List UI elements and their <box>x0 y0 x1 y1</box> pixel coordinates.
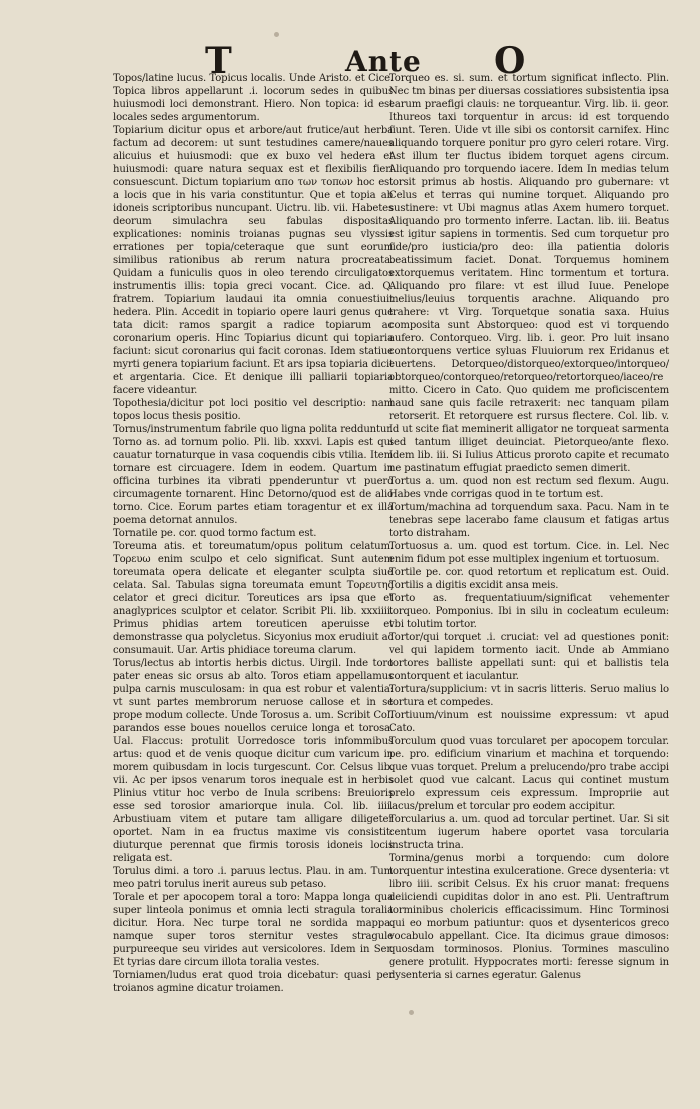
dictionary-entry: Tortiuum/vinum est nouissime expressum: vt apud Cato. <box>389 710 669 734</box>
dictionary-entry: Tormina/genus morbi a torquendo: cum dolore torquentur intestina exulceratione. Grece dysenteria: vt libro iiii. scribit Celsus. Ex his cruor manat: frequens deiiciendi cupiditas dolor in ano est. Pli. Uentraftrum torminibus cholericis efficacissimum. Hinc Torminosi qui eo morbum patiuntur: quos et dysentericos greco vocabulo appellant. Cice. Ita dicimus graue dimosos: quosdam torminosos. Plonius. Tormines masculino genere protulit. Hyppocrates morti: feresse signum in dysenteria si carnes egeratur. Galenus <box>389 853 669 981</box>
dictionary-entry: Tortuosus a. um. quod est tortum. Cice. in. Lel. Nec enim fidum pot esse multiplex ingenium et tortuosum. <box>389 541 669 565</box>
dictionary-entry: Torqueo es. si. sum. et tortum significat inflecto. Plin. Nec tm binas per diuersas cossiatiores subsistentia ipsa earum praefigi clauis: ne torqueantur. Virg. lib. ii. geor. Ithureos taxi torquentur in arcus: id est torquendo fiunt. Teren. Uide vt ille sibi os contorsit carnifex. Hinc aliquando torquere ponitur pro gyro celeri rotare. Virg. Ast illum ter fluctus ibidem torquet agens circum. Aliquando pro torquendo iacere. Idem In medias telum torsit primus ab hostis. Aliquando pro gubernare: vt Celus et terras qui numine torquet. Aliquando pro sustinere: vt Ubi magnus atlas Axem humero torquet. Aliquando pro tormento inferre. Lactan. lib. iii. Beatus est igitur sapiens in tormentis. Sed cum torquetur pro fide/pro iusticia/pro deo: illa patientia doloris beatissimum faciet. Donat. Torquemus hominem extorquemus veritatem. Hinc tormentum et tortura. Aliquando pro filare: vt est illud Iuue. Penelope melius/leuius torquentis arachne. Aliquando pro trahere: vt Virg. Torquetque sonatia saxa. Huius composita sunt Abstorqueo: quod est vi torquendo aufero. Contorqueo. Virg. lib. i. geor. Pro luit insano contorquens vertice syluas Fluuiorum rex Eridanus et euertens. Detorqueo/distorqueo/extorqueo/intorqueo/ obtorqueo/contorqueo/retorqueo/retortorqueo/iaceo/remitto. Cicero in Cato. Quo quidem me proficiscentem haud sane quis facile retraxerit: nec tanquam pilam retorserit. Et retorquere est rursus flectere. Col. lib. v. Id ut scite fiat meminerit alligator ne torqueat sarmenta sed tantum illiget deuinciat. Pietorqueo/ante flexo. Idem lib. iii. Si Iulius Atticus proroto capite et recumato ne pastinatum effugiat praedicto semen dimerit. <box>389 73 669 474</box>
page-spot <box>274 32 279 37</box>
dictionary-entry: Torniamen/ludus erat quod troia dicebatur: quasi per troianos agmine dicatur troiamen. <box>113 970 393 994</box>
dictionary-entry: Torus/lectus ab intortis herbis dictus. Uirgil. Inde toro pater eneas sic orsus ab alto. Toros etiam appellamus pulpa carnis musculosam: in qua est robur et valentia: vt sunt partes membrorum neruose callose et in se prope modum collecte. Unde Torosus a. um. Scribit Col. parandos esse boues nouellos ceruice longa et torosa. Ual. Flaccus: protulit Uorredosce toris infommibus artus: quod et de venis quoque dicitur cum varicum in morem quibusdam in locis turgescunt. Cor. Celsus lib. vii. Ac per ipsos venarum toros inequale est in herbis Plinius vtitur hoc verbo de Inula scribens: Breuioris esse sed torosior amariorque inula. Col. lib. iiii. Arbustiuam vitem et putare tam alligare diligeter oportet. Nam in ea fructus maxime vis consistit: diuturque perennat que firmis torosis idoneis locis religata est. <box>113 658 393 864</box>
dictionary-entry: Tornus/instrumentum fabrile quo ligna polita redduntur. <box>113 424 393 435</box>
dictionary-entry: Torale et per apocopem toral a toro: Mappa longa qua super linteola ponimus et omnia lecti stragula toralia dicitur. Hora. Nec turpe toral ne sordida mappa. namque super toros sternitur vestes stragule purpureeque seu virides aut versicolores. Idem in Ser. Et tyrias dare circum illota toralia vestes. <box>113 892 393 968</box>
page-spot <box>409 1010 414 1015</box>
dictionary-entry: Toreuma atis. et toreumatum/opus politum celatum. Τορευω enim sculpo et celo significat. Sunt autem toreumata opera delicate et eleganter sculpta siue celata. Sal. Tabulas signa toreumata emunt Τορευτης celator et greci dicitur. Toreutices ars ipsa que et anaglyprices sculptor et celator. Scribit Pli. lib. xxxiiii. Primus phidias artem toreuticen aperuisse et demonstrasse qua polycletus. Sicyonius mox erudiuit ac consumauit. Uar. Artis phidiace toreuma clarum. <box>113 541 393 656</box>
dictionary-entry: Tortile pe. cor. quod retortum et replicatum est. Ouid. Tortilis a digitis excidit ansa meis. <box>389 567 669 591</box>
dictionary-entry: Tortor/qui torquet .i. cruciat: vel ad questiones ponit: vel qui lapidem tormento iacit. Unde ab Ammiano tortores balliste appellati sunt: qui et ballistis tela contorquent et iaculantur. <box>389 632 669 682</box>
dictionary-entry: Torto as. frequentatiuum/significat vehementer torqueo. Pomponius. Ibi in silu in cocleatum eculeum: vbi tolutim tortor. <box>389 593 669 630</box>
page-title: Ante <box>345 45 422 78</box>
header-right-letter: O <box>494 40 526 82</box>
header-left-letter: T <box>205 40 232 82</box>
dictionary-entry: Tortura/supplicium: vt in sacris litteris. Seruo malius lo tortura et compedes. <box>389 684 669 708</box>
dictionary-entry: Torcularius a. um. quod ad torcular pertinet. Uar. Si sit centum iugerum habere oportet vasa torcularia instructa trina. <box>389 814 669 851</box>
dictionary-entry: Topothesia/dicitur pot loci positio vel descriptio: nam topos locus thesis positio. <box>113 398 393 422</box>
dictionary-entry: Tornatile pe. cor. quod tormo factum est. <box>113 528 317 539</box>
dictionary-entry: Tortum/machina ad torquendum saxa. Pacu. Nam in te tenebras sepe lacerabo fame clausum et fatigas artus torto distraham. <box>389 502 669 539</box>
dictionary-entry: Torculum quod vuas torcularet per apocopem torcular. pe. pro. edificium vinarium et machina et torquendo: que vuas torquet. Prelum a prelucendo/pro trabe accipi solet quod vue calcant. Lacus qui continet mustum prelo expressum ceis expressum. Impropriie aut lacus/prelum et torcular pro eodem accipitur. <box>389 736 669 812</box>
left-column <box>113 72 393 995</box>
dictionary-entry: Topiarium dicitur opus et arbore/aut frutice/aut herba factum ad decorem: ut sunt testudines camere/naues alicuius et huiusmodi: que ex buxo vel hedera et huiusmodi: quare natura sequax est et flexibilis fieri consuescunt. Dictum topiarium απο των τοπων hoc est a locis que in his varia constituntur. Que et topia ab idoneis scriptoribus nuncupant. Uictru. lib. vii. Habetes deorum simulachra seu fabulas dispositas explicationes: nominis troianas pugnas seu vlyssis errationes per topia/ceteraque que sunt eorum similibus rationibus ab rerum natura procreata. Quidam a funiculis quos in oleo terendo circuligatos instrumentis illis: topia greci vocant. Cice. ad. Q. fratrem. Topiarium laudaui ita omnia conuestiuit hedera. Plin. Accedit in topiario opere lauri genus que tata dicit: ramos spargit a radice topiarum ac coronarium operis. Hinc Topiarius dicunt qui topiaria faciunt: sicut coronarius qui facit coronas. Idem statiue myrti genera topiarium faciunt. Et ars ipsa topiaria dicit et argentaria. Cice. Et denique illi palliarii topiaria facere videantur. <box>113 125 393 396</box>
dictionary-entry: Torulus dimi. a toro .i. paruus lectus. Plau. in am. Tum meo patri torulus inerit aureus sub petaso. <box>113 866 393 890</box>
right-column <box>389 72 669 982</box>
dictionary-entry: Torno as. ad tornum polio. Pli. lib. xxxvi. Lapis est qui cauatur tornaturque in vasa coquendis cibis vtilia. Item tornare est circuagere. Idem in eodem. Quartum in officina turbines ita vibrati ppenderuntur vt puero circumagente tornarent. Hinc Detorno/quod est de alio torno. Cice. Eorum partes etiam toragentur et ex illa poema detornat annulos. <box>113 437 393 526</box>
dictionary-entry: Tortus a. um. quod non est rectum sed flexum. Augu. Habes vnde corrigas quod in te tortum est. <box>389 476 669 500</box>
dictionary-entry: Topos/latine lucus. Topicus localis. Unde Aristo. et Cice. Topica libros appellarunt .i. locorum sedes in quibus huiusmodi loci demonstrant. Hiero. Non topica: id est locales sedes argumentorum. <box>113 73 393 123</box>
